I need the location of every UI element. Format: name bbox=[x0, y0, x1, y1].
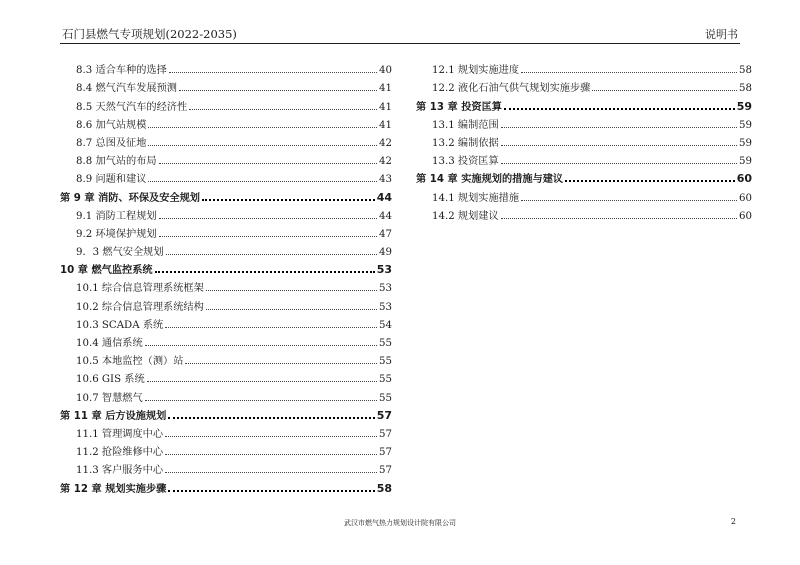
toc-leader-dots bbox=[145, 400, 377, 401]
toc-entry-title: 10.2 综合信息管理系统结构 bbox=[76, 301, 204, 313]
toc-entry-title: 11.1 管理调度中心 bbox=[76, 428, 164, 440]
toc-entry-page: 57 bbox=[379, 465, 392, 477]
toc-entry-title: 8.7 总图及征地 bbox=[76, 137, 147, 149]
toc-section-entry[interactable] bbox=[60, 331, 392, 349]
toc-chapter-entry[interactable] bbox=[60, 404, 392, 422]
toc-section-entry[interactable] bbox=[416, 185, 752, 203]
toc-entry-title: 10.5 本地监控（测）站 bbox=[76, 356, 184, 368]
toc-section-entry[interactable] bbox=[60, 458, 392, 476]
toc-entry-page: 55 bbox=[379, 374, 392, 386]
toc-section-entry[interactable] bbox=[416, 204, 752, 222]
toc-entry-title: 8.5 天然气汽车的经济性 bbox=[76, 101, 188, 113]
toc-section-entry[interactable] bbox=[60, 294, 392, 312]
toc-entry-title: 14.2 规划建议 bbox=[432, 210, 499, 222]
toc-leader-dots bbox=[165, 436, 377, 437]
toc-entry-page: 57 bbox=[379, 428, 392, 440]
toc-leader-dots bbox=[179, 90, 377, 91]
toc-section-entry[interactable] bbox=[60, 167, 392, 185]
toc-leader-dots bbox=[165, 327, 377, 328]
toc-leader-dots bbox=[592, 90, 737, 91]
toc-section-entry[interactable] bbox=[60, 113, 392, 131]
toc-leader-dots bbox=[165, 472, 377, 473]
toc-entry-page: 42 bbox=[379, 156, 392, 168]
footer-organization: 武汉市燃气热力规划设计院有限公司 bbox=[344, 519, 456, 527]
toc-section-entry[interactable] bbox=[416, 149, 752, 167]
toc-section-entry[interactable] bbox=[416, 58, 752, 76]
toc-leader-dots bbox=[166, 254, 378, 255]
toc-section-entry[interactable] bbox=[416, 76, 752, 94]
toc-section-entry[interactable] bbox=[60, 422, 392, 440]
toc-entry-page: 58 bbox=[739, 65, 752, 77]
toc-section-entry[interactable] bbox=[60, 149, 392, 167]
toc-leader-dots bbox=[202, 199, 375, 201]
toc-leader-dots bbox=[168, 490, 374, 492]
toc-entry-title: 10.7 智慧燃气 bbox=[76, 392, 143, 404]
toc-leader-dots bbox=[169, 72, 377, 73]
toc-section-entry[interactable] bbox=[60, 76, 392, 94]
toc-entry-title: 10.3 SCADA 系统 bbox=[76, 319, 164, 331]
toc-entry-page: 43 bbox=[379, 174, 392, 186]
toc-entry-title: 8.6 加气站规模 bbox=[76, 119, 147, 131]
toc-leader-dots bbox=[501, 145, 737, 146]
toc-entry-page: 41 bbox=[379, 101, 392, 113]
toc-leader-dots bbox=[155, 271, 375, 273]
toc-entry-title: 12.1 规划实施进度 bbox=[432, 65, 520, 77]
toc-leader-dots bbox=[565, 180, 735, 182]
toc-leader-dots bbox=[148, 127, 377, 128]
toc-entry-page: 57 bbox=[379, 447, 392, 459]
toc-entry-page: 42 bbox=[379, 137, 392, 149]
page-header-title: 石门县燃气专项规划(2022-2035) bbox=[62, 27, 237, 41]
toc-leader-dots bbox=[504, 108, 735, 110]
toc-entry-title: 8.3 适合车种的选择 bbox=[76, 65, 167, 77]
toc-entry-title: 12.2 液化石油气供气规划实施步骤 bbox=[432, 83, 591, 95]
toc-leader-dots bbox=[159, 163, 377, 164]
toc-section-entry[interactable] bbox=[60, 240, 392, 258]
toc-entry-page: 59 bbox=[736, 99, 752, 113]
toc-entry-page: 59 bbox=[739, 119, 752, 131]
toc-leader-dots bbox=[145, 345, 377, 346]
toc-leader-dots bbox=[189, 109, 377, 110]
toc-entry-page: 53 bbox=[376, 263, 392, 277]
page-header-section: 说明书 bbox=[705, 28, 738, 41]
toc-column-left bbox=[60, 58, 392, 495]
toc-leader-dots bbox=[159, 236, 377, 237]
toc-entry-page: 44 bbox=[376, 190, 392, 204]
toc-entry-page: 58 bbox=[739, 83, 752, 95]
toc-leader-dots bbox=[185, 363, 377, 364]
toc-entry-title: 13.3 投资匡算 bbox=[432, 156, 499, 168]
toc-entry-title: 9．3 燃气安全规划 bbox=[76, 247, 164, 259]
toc-entry-title: 9.1 消防工程规划 bbox=[76, 210, 157, 222]
toc-entry-title: 13.2 编制依据 bbox=[432, 137, 499, 149]
toc-chapter-entry[interactable] bbox=[60, 258, 392, 276]
toc-entry-page: 40 bbox=[379, 65, 392, 77]
toc-entry-page: 53 bbox=[379, 283, 392, 295]
toc-entry-title: 8.9 问题和建议 bbox=[76, 174, 147, 186]
toc-chapter-entry[interactable] bbox=[416, 167, 752, 185]
toc-entry-page: 55 bbox=[379, 392, 392, 404]
toc-entry-title: 10 章 燃气监控系统 bbox=[60, 265, 153, 277]
toc-section-entry[interactable] bbox=[60, 440, 392, 458]
toc-entry-page: 49 bbox=[379, 247, 392, 259]
toc-entry-title: 10.6 GIS 系统 bbox=[76, 374, 145, 386]
toc-entry-page: 55 bbox=[379, 338, 392, 349]
toc-entry-page: 53 bbox=[379, 301, 392, 313]
toc-entry-page: 59 bbox=[739, 156, 752, 168]
toc-entry-title: 第 14 章 实施规划的措施与建议 bbox=[416, 174, 564, 186]
toc-leader-dots bbox=[521, 72, 737, 73]
toc-entry-page: 55 bbox=[379, 356, 392, 368]
toc-entry-page: 47 bbox=[379, 228, 392, 240]
toc-entry-page: 44 bbox=[379, 210, 392, 222]
toc-entry-title: 13.1 编制范围 bbox=[432, 119, 499, 131]
toc-entry-title: 9.2 环境保护规划 bbox=[76, 228, 157, 240]
toc-section-entry[interactable] bbox=[60, 204, 392, 222]
toc-chapter-entry[interactable] bbox=[416, 94, 752, 112]
toc-chapter-entry[interactable] bbox=[60, 185, 392, 203]
toc-section-entry[interactable] bbox=[60, 94, 392, 112]
toc-entry-page: 60 bbox=[736, 172, 752, 186]
toc-entry-title: 第 11 章 后方设施规划 bbox=[60, 410, 167, 422]
toc-entry-page: 60 bbox=[739, 192, 752, 204]
toc-column-right bbox=[416, 58, 752, 222]
toc-entry-page: 60 bbox=[739, 210, 752, 222]
toc-section-entry[interactable] bbox=[416, 113, 752, 131]
toc-section-entry[interactable] bbox=[60, 276, 392, 294]
toc-section-entry[interactable] bbox=[60, 58, 392, 76]
toc-leader-dots bbox=[501, 163, 737, 164]
toc-section-entry[interactable] bbox=[60, 367, 392, 385]
toc-chapter-entry[interactable] bbox=[60, 476, 392, 494]
toc-entry-title: 11.2 抢险维修中心 bbox=[76, 447, 164, 459]
toc-entry-title: 10.1 综合信息管理系统框架 bbox=[76, 283, 204, 295]
toc-leader-dots bbox=[206, 290, 377, 291]
toc-section-entry[interactable] bbox=[60, 385, 392, 403]
toc-entry-title: 第 9 章 消防、环保及安全规划 bbox=[60, 192, 200, 204]
toc-leader-dots bbox=[521, 200, 737, 201]
toc-leader-dots bbox=[159, 218, 377, 219]
toc-leader-dots bbox=[206, 309, 377, 310]
toc-leader-dots bbox=[148, 145, 377, 146]
toc-entry-title: 8.4 燃气汽车发展预测 bbox=[76, 83, 177, 95]
toc-entry-page: 54 bbox=[379, 319, 392, 331]
toc-leader-dots bbox=[501, 127, 737, 128]
toc-section-entry[interactable] bbox=[60, 222, 392, 240]
toc-leader-dots bbox=[165, 454, 377, 455]
toc-leader-dots bbox=[501, 218, 737, 219]
toc-entry-title: 10.4 通信系统 bbox=[76, 338, 143, 349]
toc-entry-title: 8.8 加气站的布局 bbox=[76, 156, 157, 168]
toc-entry-page: 59 bbox=[739, 137, 752, 149]
header-rule bbox=[60, 43, 740, 44]
toc-section-entry[interactable] bbox=[60, 313, 392, 331]
footer-page-number: 2 bbox=[730, 517, 736, 526]
toc-entry-title: 第 13 章 投资匡算 bbox=[416, 101, 502, 113]
toc-entry-page: 41 bbox=[379, 83, 392, 95]
toc-leader-dots bbox=[168, 417, 374, 419]
toc-leader-dots bbox=[147, 381, 377, 382]
toc-leader-dots bbox=[148, 181, 377, 182]
toc-entry-page: 41 bbox=[379, 119, 392, 131]
toc-entry-page: 58 bbox=[376, 481, 392, 495]
toc-entry-page: 57 bbox=[376, 408, 392, 422]
toc-section-entry[interactable] bbox=[60, 349, 392, 367]
toc-entry-title: 第 12 章 规划实施步骤 bbox=[60, 483, 167, 495]
toc-entry-title: 11.3 客户服务中心 bbox=[76, 465, 164, 477]
toc-section-entry[interactable] bbox=[416, 131, 752, 149]
toc-section-entry[interactable] bbox=[60, 131, 392, 149]
toc-entry-title: 14.1 规划实施措施 bbox=[432, 192, 520, 204]
